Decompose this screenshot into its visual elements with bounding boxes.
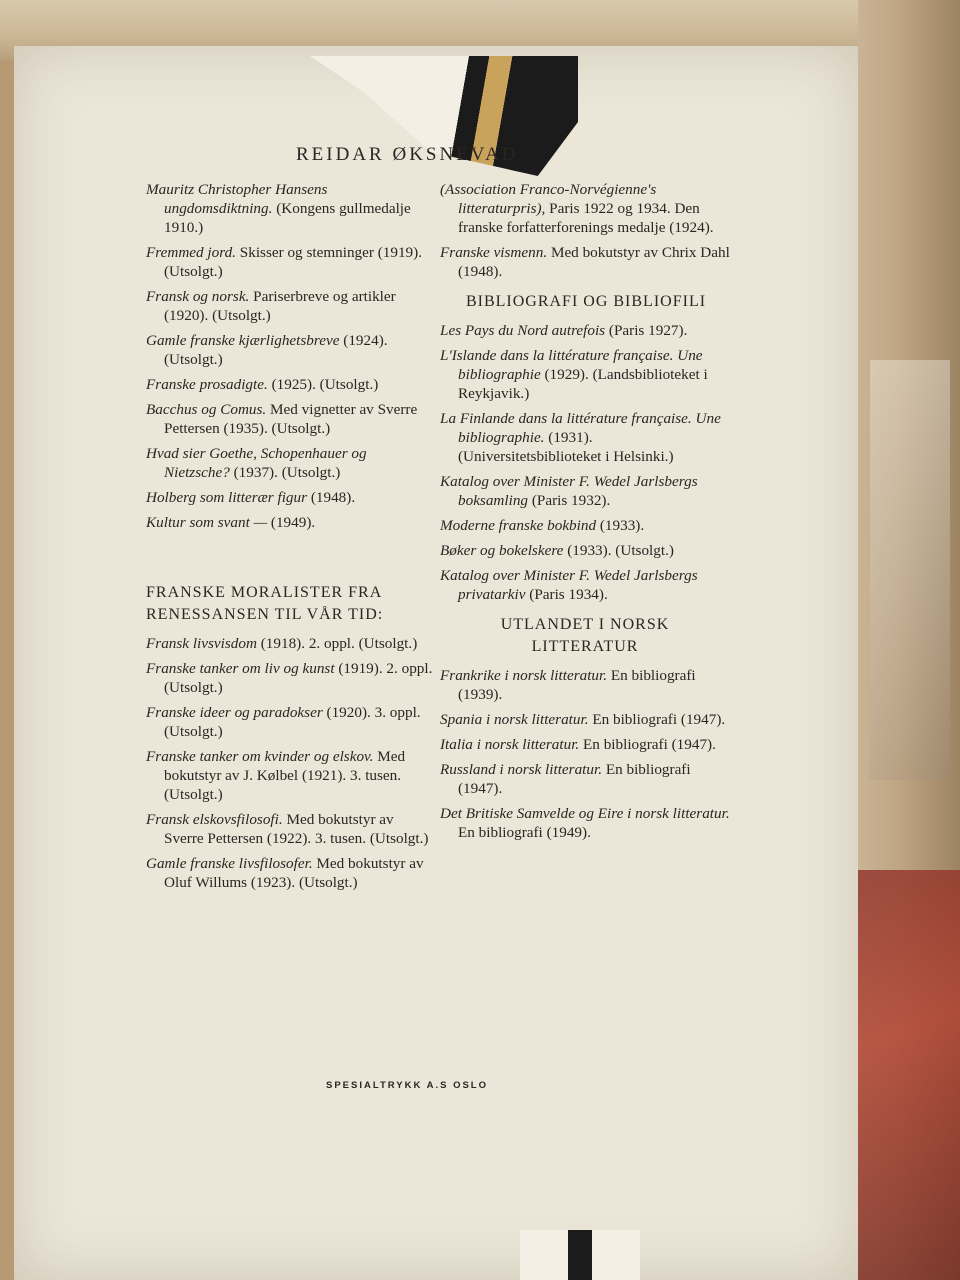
red-object-background — [858, 870, 960, 1280]
heading-bibliografi: BIBLIOGRAFI OG BIBLIOFILI — [465, 293, 707, 310]
bibliography-entry — [440, 346, 732, 403]
entry-note: (1949). — [267, 514, 316, 531]
entry-title: (Association Franco-Norvégienne's litteraturpris), — [440, 181, 657, 217]
bibliography-entry — [146, 243, 436, 281]
entry-note: Med bokutstyr av Sverre Pettersen (1922). 3. tusen. (Utsolgt.) — [164, 811, 429, 847]
bibliography-entry — [440, 180, 732, 237]
entry-title: Bøker og bokelskere — [440, 542, 564, 559]
heading-utlandet: UTLANDET I NORSK LITTERATUR — [500, 616, 670, 655]
entry-note: (1933). (Utsolgt.) — [563, 542, 674, 559]
printer-imprint: SPESIALTRYKK A.S OSLO — [326, 1080, 488, 1091]
entry-note: En bibliografi (1947). — [588, 711, 726, 728]
entry-note: En bibliografi (1947). — [579, 736, 716, 753]
entry-note: (Paris 1927). — [605, 322, 688, 339]
entry-title: Franske tanker om liv og kunst — [146, 660, 335, 677]
entry-title: Fremmed jord. — [146, 244, 236, 261]
bibliography-entry — [440, 243, 732, 281]
entry-title: Det Britiske Samvelde og Eire i norsk litteratur. — [440, 805, 730, 822]
entry-note: En bibliografi (1949). — [458, 824, 591, 841]
bibliography-entry — [440, 321, 732, 340]
entry-title: Spania i norsk litteratur. — [440, 711, 589, 728]
entry-title: Katalog over Minister F. Wedel Jarlsbergs privatarkiv — [440, 567, 698, 603]
bibliography-entry — [146, 634, 436, 653]
entry-title: La Finlande dans la littérature française. Une bibliographie. — [440, 410, 721, 446]
entry-title: Franske vismenn. — [440, 244, 548, 261]
bibliography-entry — [146, 444, 436, 482]
right-entries-utlandet — [440, 666, 732, 842]
entry-note: (Paris 1934). — [525, 586, 608, 603]
bibliography-entry — [146, 703, 436, 741]
entry-title: Les Pays du Nord autrefois — [440, 322, 606, 339]
entry-title: Franske prosadigte. — [146, 376, 268, 393]
entry-note: (1918). 2. oppl. (Utsolgt.) — [256, 635, 418, 652]
entry-note: Med bokutstyr av Oluf Willums (1923). (Utsolgt.) — [164, 855, 424, 891]
entry-title: Katalog over Minister F. Wedel Jarlsbergs boksamling — [440, 473, 698, 509]
bibliography-entry — [440, 516, 732, 535]
bibliography-entry — [440, 541, 732, 560]
entry-note: (1919). 2. oppl. (Utsolgt.) — [164, 660, 433, 696]
entry-note: Med vignetter av Sverre Pettersen (1935). (Utsolgt.) — [164, 401, 418, 437]
entry-note: (1937). (Utsolgt.) — [229, 464, 341, 481]
entry-title: Hvad sier Goethe, Schopenhauer og Nietzsche? — [146, 445, 367, 481]
glass-background — [870, 360, 950, 780]
entry-note: (1920). 3. oppl. (Utsolgt.) — [164, 704, 421, 740]
entry-note: (1933). — [596, 517, 645, 534]
entry-note: (1929). (Landsbiblioteket i Reykjavik.) — [458, 366, 708, 402]
entry-title: Mauritz Christopher Hansens ungdomsdiktning. — [146, 181, 328, 217]
entry-note: (Kongens gullmedalje 1910.) — [164, 200, 411, 236]
bibliography-entry — [146, 400, 436, 438]
entry-note: (1931). (Universitetsbiblioteket i Helsinki.) — [458, 429, 674, 465]
entry-title: Gamle franske kjærlighetsbreve — [146, 332, 340, 349]
entry-title: L'Islande dans la littérature française. Une bibliographie — [440, 347, 703, 383]
right-entries-bibliografi — [440, 321, 732, 604]
entry-title: Franske tanker om kvinder og elskov. — [146, 748, 374, 765]
bibliography-entry — [146, 810, 436, 848]
entry-note: (Paris 1932). — [528, 492, 611, 509]
bibliography-entry — [146, 854, 436, 892]
bibliography-entry — [440, 735, 732, 754]
bibliography-entry — [146, 180, 436, 237]
heading-franske-moralister: FRANSKE MORALISTER FRA RENESSANSEN TIL VÅR TID: — [146, 584, 384, 623]
bibliography-entry — [440, 409, 732, 466]
entry-note: En bibliografi (1947). — [458, 761, 691, 797]
entry-title: Holberg som litterær figur — [146, 489, 308, 506]
bibliography-entry — [146, 513, 436, 532]
right-column — [440, 180, 732, 848]
bibliography-entry — [146, 659, 436, 697]
bibliography-entry — [440, 666, 732, 704]
entry-title: Fransk og norsk. — [146, 288, 250, 305]
entry-title: Gamle franske livsfilosofer. — [146, 855, 313, 872]
entry-title: Russland i norsk litteratur. — [440, 761, 603, 778]
entry-note: Med bokutstyr av Chrix Dahl (1948). — [458, 244, 730, 280]
entry-note: (1948). — [307, 489, 356, 506]
bibliography-entry — [440, 566, 732, 604]
cover-art-fragment-bottom — [520, 1230, 640, 1280]
bibliography-entry — [146, 331, 436, 369]
entry-title: Italia i norsk litteratur. — [440, 736, 580, 753]
entry-note: Med bokutstyr av J. Kølbel (1921). 3. tusen. (Utsolgt.) — [164, 748, 406, 803]
left-column — [146, 180, 436, 898]
entry-note: En bibliografi (1939). — [458, 667, 696, 703]
bibliography-entry — [440, 760, 732, 798]
left-entries-moralister — [146, 634, 436, 892]
entry-note: (1925). (Utsolgt.) — [267, 376, 379, 393]
bibliography-entry — [146, 375, 436, 394]
entry-title: Bacchus og Comus. — [146, 401, 267, 418]
entry-title: Franske ideer og paradokser — [146, 704, 323, 721]
left-entries-works — [146, 180, 436, 532]
bibliography-entry — [440, 472, 732, 510]
entry-note: (1924). (Utsolgt.) — [164, 332, 388, 368]
bibliography-entry — [146, 747, 436, 804]
author-name: REIDAR ØKSNEVAD — [296, 144, 519, 165]
entry-note: Skisser og stemninger (1919). (Utsolgt.) — [164, 244, 423, 280]
entry-note: Paris 1922 og 1934. Den franske forfatterforenings medalje (1924). — [458, 200, 714, 236]
entry-title: Frankrike i norsk litteratur. — [440, 667, 608, 684]
bibliography-entry — [146, 488, 436, 507]
right-entries-continued — [440, 180, 732, 281]
entry-title: Fransk livsvisdom — [146, 635, 257, 652]
entry-title: Kultur som svant — — [146, 514, 268, 531]
bibliography-entry — [146, 287, 436, 325]
entry-title: Moderne franske bokbind — [440, 517, 597, 534]
entry-title: Fransk elskovsfilosofi. — [146, 811, 283, 828]
entry-note: Pariserbreve og artikler (1920). (Utsolgt.) — [164, 288, 396, 324]
bibliography-entry — [440, 710, 732, 729]
bibliography-entry — [440, 804, 732, 842]
